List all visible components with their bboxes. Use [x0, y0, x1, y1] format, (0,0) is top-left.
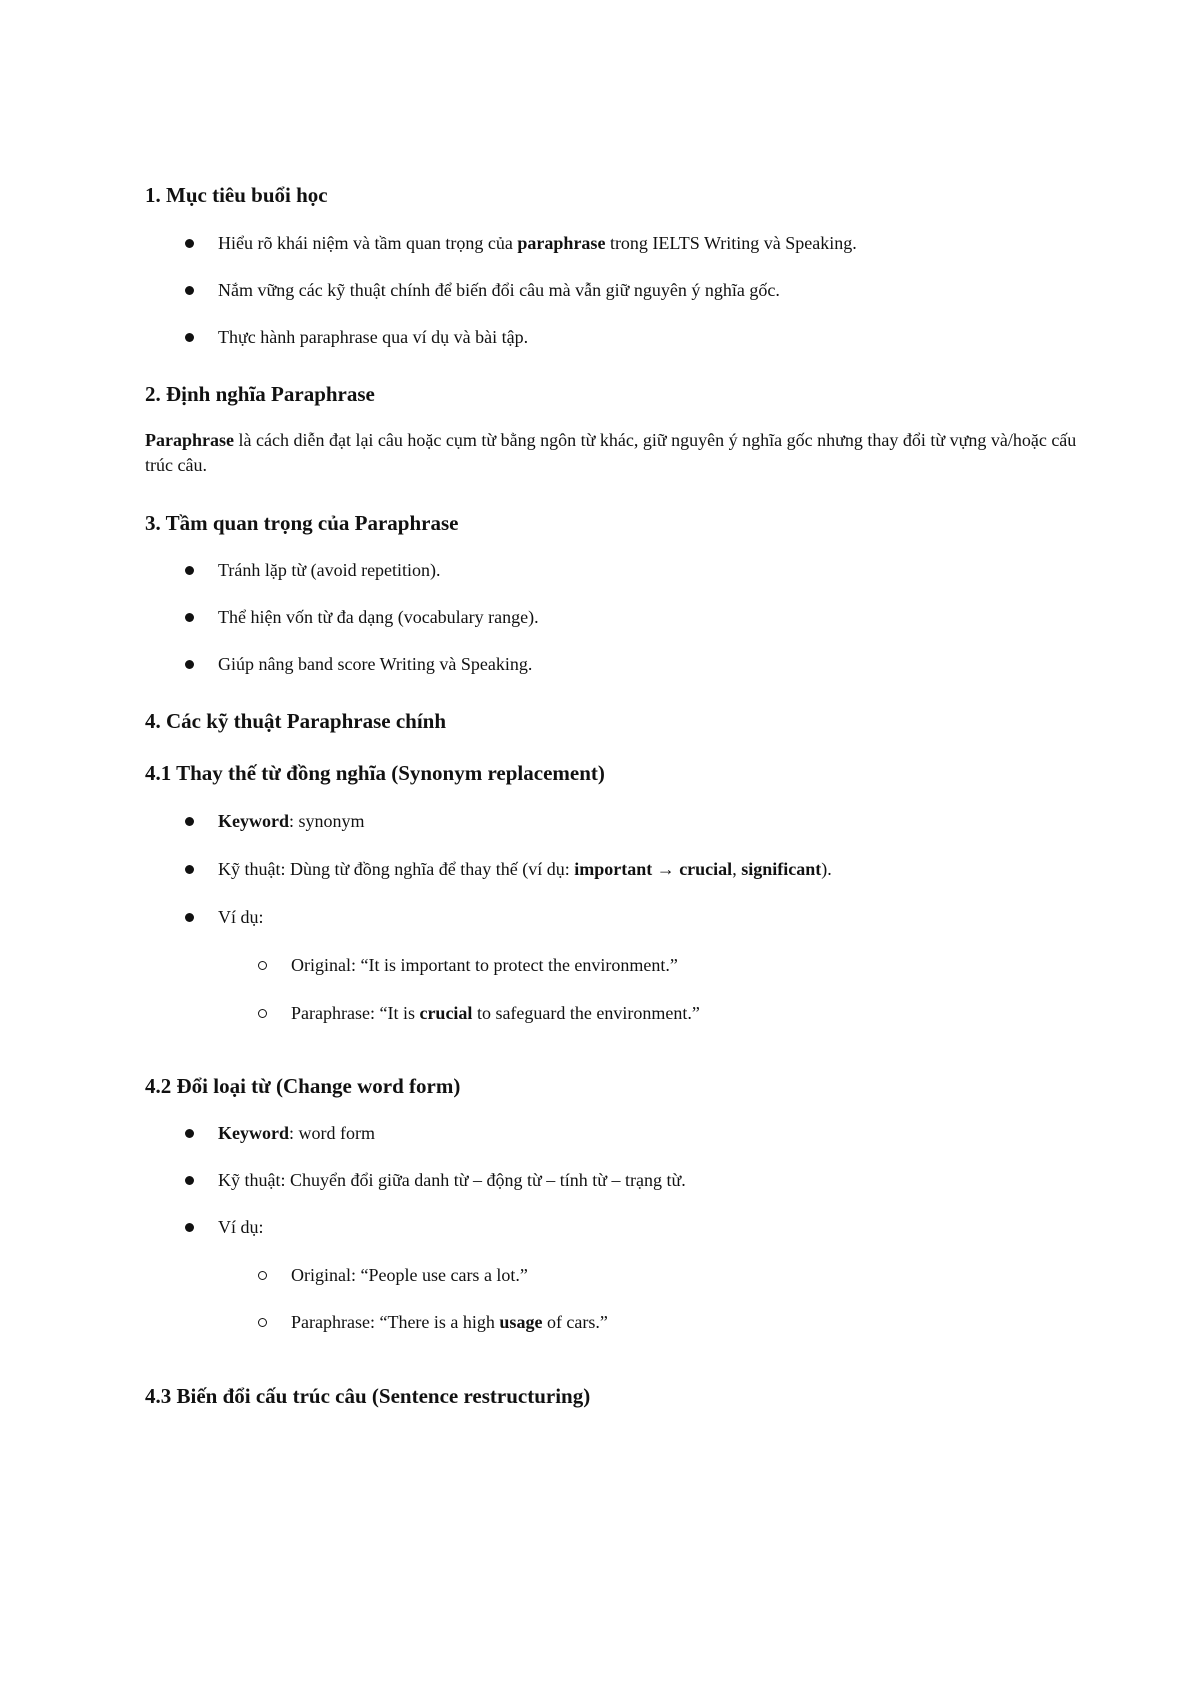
section-4-1-list: [145, 808, 1080, 930]
section-4-1-examples: [145, 952, 1080, 1026]
bullet-icon: [185, 865, 194, 874]
list-item: Kỹ thuật: Chuyển đổi giữa danh từ – động từ – tính từ – trạng từ.: [145, 1167, 1080, 1193]
section-1-list: [145, 230, 1080, 350]
bullet-icon: [185, 613, 194, 622]
circle-bullet-icon: [258, 961, 267, 970]
section-4-heading: 4. Các kỹ thuật Paraphrase chính: [145, 709, 447, 733]
bullet-icon: [185, 1176, 194, 1185]
section-1-heading: 1. Mục tiêu buổi học: [145, 183, 328, 207]
section-3-list: [145, 557, 1080, 677]
bullet-icon: [185, 1129, 194, 1138]
circle-bullet-icon: [258, 1009, 267, 1018]
list-item: Original: “It is important to protect the environment.”: [145, 952, 1080, 978]
list-item: Ví dụ:: [145, 904, 1080, 930]
section-4-2-list: [145, 1120, 1080, 1240]
section-4-2-heading: 4.2 Đổi loại từ (Change word form): [145, 1074, 461, 1098]
bullet-icon: [185, 913, 194, 922]
bullet-icon: [185, 1223, 194, 1232]
section-4-1-heading: 4.1 Thay thế từ đồng nghĩa (Synonym replacement): [145, 761, 605, 785]
definition-paragraph: Paraphrase là cách diễn đạt lại câu hoặc cụm từ bằng ngôn từ khác, giữ nguyên ý nghĩa gốc nhưng thay đổi từ vựng và/hoặc cấu trúc câu.: [145, 430, 1077, 475]
list-item: Keyword: word form: [145, 1120, 1080, 1146]
bullet-icon: [185, 817, 194, 826]
list-item: Hiểu rõ khái niệm và tầm quan trọng của paraphrase trong IELTS Writing và Speaking.: [145, 230, 1080, 256]
circle-bullet-icon: [258, 1271, 267, 1280]
bullet-icon: [185, 333, 194, 342]
list-item: Thể hiện vốn từ đa dạng (vocabulary range).: [145, 604, 1080, 630]
list-item: Thực hành paraphrase qua ví dụ và bài tập.: [145, 324, 1080, 350]
bullet-icon: [185, 239, 194, 248]
list-item: Tránh lặp từ (avoid repetition).: [145, 557, 1080, 583]
bullet-icon: [185, 566, 194, 575]
bullet-icon: [185, 286, 194, 295]
circle-bullet-icon: [258, 1318, 267, 1327]
section-4-3-heading: 4.3 Biến đổi cấu trúc câu (Sentence restructuring): [145, 1384, 591, 1408]
bullet-icon: [185, 660, 194, 669]
list-item: Nắm vững các kỹ thuật chính để biến đổi câu mà vẫn giữ nguyên ý nghĩa gốc.: [145, 277, 1080, 303]
section-2-heading: 2. Định nghĩa Paraphrase: [145, 382, 375, 406]
list-item: Paraphrase: “It is crucial to safeguard the environment.”: [145, 1000, 1080, 1026]
list-item: Keyword: synonym: [145, 808, 1080, 834]
section-4-2-examples: [145, 1262, 1080, 1335]
list-item: Paraphrase: “There is a high usage of cars.”: [145, 1309, 1080, 1335]
list-item: Giúp nâng band score Writing và Speaking.: [145, 651, 1080, 677]
list-item: Original: “People use cars a lot.”: [145, 1262, 1080, 1288]
list-item: Kỹ thuật: Dùng từ đồng nghĩa để thay thế (ví dụ: important → crucial, significant).: [145, 856, 1080, 882]
section-3-heading: 3. Tầm quan trọng của Paraphrase: [145, 511, 459, 535]
list-item: Ví dụ:: [145, 1214, 1080, 1240]
